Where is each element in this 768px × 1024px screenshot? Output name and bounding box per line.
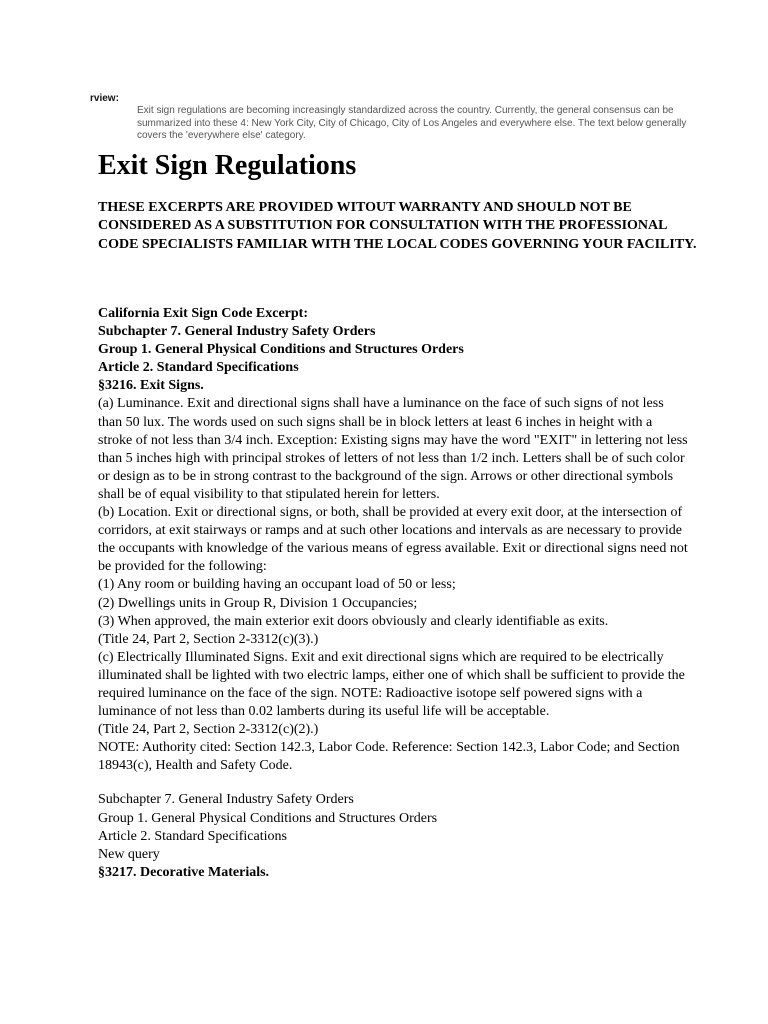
paragraph-location: (b) Location. Exit or directional signs, or both, shall be provided at every exit door, at the intersection of corridors, at exit stairways or ramps and at such other locations and intervals as are necessary to provide the occupants with knowledge of the various means of egress available. Exit or directional signs need not be provided for the following: <box>98 505 688 575</box>
citation: (Title 24, Part 2, Section 2-3312(c)(3).) <box>98 631 319 647</box>
citation: (Title 24, Part 2, Section 2-3312(c)(2).) <box>98 722 319 738</box>
main-content <box>98 305 688 882</box>
overview-text: Exit sign regulations are becoming increasingly standardized across the country. Currently, the general consensus can be summarized into these 4: New York City, City of Chicago, City of Los Angeles and everywhere else. The text below generally covers the 'everywhere else' category. <box>137 105 687 141</box>
section-heading: California Exit Sign Code Excerpt: <box>98 306 308 321</box>
exit-signs-heading: §3216. Exit Signs. <box>98 378 204 394</box>
article-heading: Article 2. Standard Specifications <box>98 360 299 376</box>
list-item: (2) Dwellings units in Group R, Division 1 Occupancies; <box>98 595 418 611</box>
article-line: Article 2. Standard Specifications <box>98 828 287 844</box>
group-heading: Group 1. General Physical Conditions and Structures Orders <box>98 342 464 358</box>
new-query-line: New query <box>98 846 160 862</box>
decorative-materials-heading: §3217. Decorative Materials. <box>98 864 270 880</box>
list-item: (3) When approved, the main exterior exit doors obviously and clearly identifiable as exits. <box>98 613 609 629</box>
paragraph-luminance: (a) Luminance. Exit and directional signs shall have a luminance on the face of such signs of not less than 50 lux. The words used on such signs shall be in block letters at least 6 inches in height with a stroke of not less than 3/4 inch. Exception: Existing signs may have the word "EXIT" in lettering not less than 5 inches high with principal strokes of letters of not less than 1/2 inch. Letters shall be of such color or design as to be in strong contrast to the background of the sign. Arrows or other directional symbols shall be of equal visibility to that stipulated herein for letters. <box>98 396 688 502</box>
page-title: Exit Sign Regulations <box>98 150 357 181</box>
overview-label: rview: <box>90 93 119 104</box>
subchapter-heading: Subchapter 7. General Industry Safety Orders <box>98 324 376 340</box>
spacer <box>98 775 688 791</box>
list-item: (1) Any room or building having an occupant load of 50 or less; <box>98 577 456 593</box>
disclaimer: THESE EXCERPTS ARE PROVIDED WITOUT WARRANTY AND SHOULD NOT BE CONSIDERED AS A SUBSTITUTION FOR CONSULTATION WITH THE PROFESSIONAL CODE SPECIALISTS FAMILIAR WITH THE LOCAL CODES GOVERNING YOUR FACILITY. <box>98 200 697 252</box>
group-line: Group 1. General Physical Conditions and Structures Orders <box>98 810 438 826</box>
subchapter-line: Subchapter 7. General Industry Safety Orders <box>98 792 354 808</box>
paragraph-illuminated-signs: (c) Electrically Illuminated Signs. Exit and exit directional signs which are required to be electrically illuminated shall be lighted with two electric lamps, either one of which shall be sufficient to provide the required luminance on the face of the sign. NOTE: Radioactive isotope self powered signs with a luminance of not less than 0.02 lamberts during its useful life will be acceptable. <box>98 649 685 720</box>
note: NOTE: Authority cited: Section 142.3, Labor Code. Reference: Section 142.3, Labor Code; and Section 18943(c), Health and Safety Code. <box>98 740 680 774</box>
